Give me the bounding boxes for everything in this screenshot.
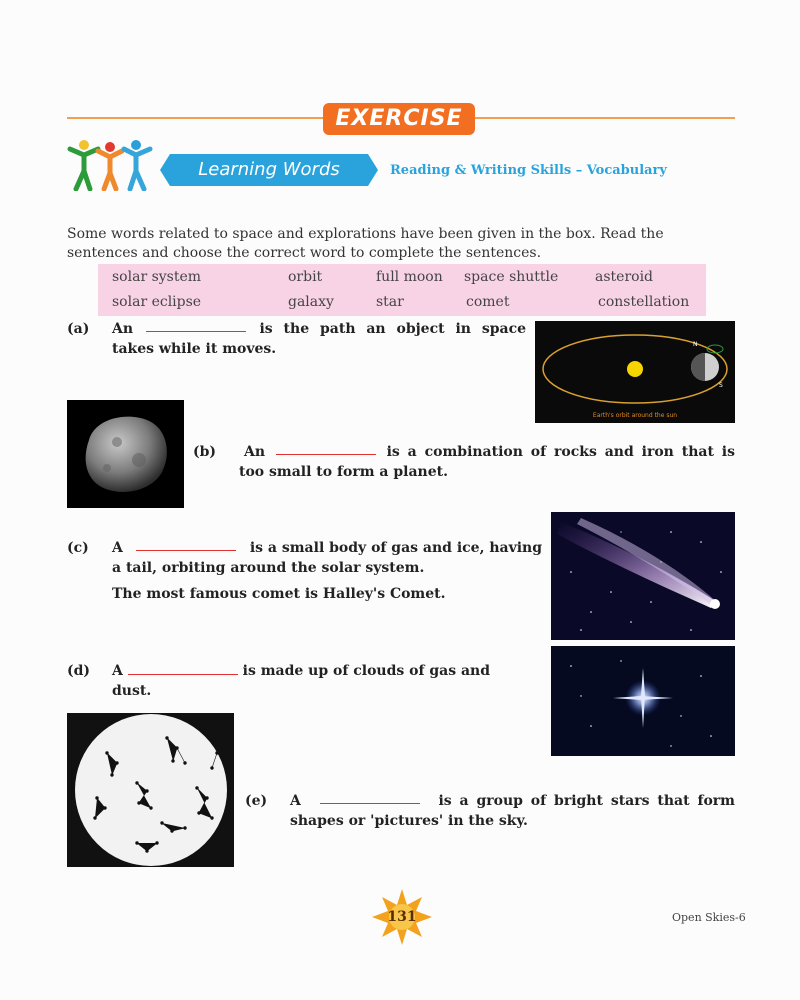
star-image — [551, 646, 735, 756]
word-item: comet — [466, 294, 510, 310]
word-item: constellation — [598, 294, 690, 310]
learning-words-banner — [160, 152, 378, 188]
word-item: solar system — [112, 269, 202, 285]
question-b-line2: too small to form a planet. — [239, 464, 448, 480]
question-a-text — [112, 319, 526, 359]
earth-orbit-image — [535, 321, 735, 423]
question-c-before: A — [112, 540, 123, 556]
orbit-north-label: N — [693, 341, 698, 348]
question-c-label: (c) — [67, 540, 89, 556]
answer-blank-e[interactable] — [320, 791, 420, 804]
learning-words-label: Learning Words — [198, 159, 340, 180]
instructions-text: Some words related to space and explorations have been given in the box. Read the sentences and choose the correct word to complete the sentences. — [67, 226, 664, 261]
question-c-text — [112, 538, 542, 604]
asteroid-image — [67, 400, 184, 508]
question-b-before: An — [244, 444, 266, 460]
question-a-after: is the path an object in space — [259, 321, 526, 337]
question-c-line3: The most famous comet is Halley's Comet. — [112, 586, 446, 602]
question-d-before: A — [112, 663, 123, 679]
header-rule-left — [67, 117, 323, 119]
header-rule-right — [475, 117, 735, 119]
word-item: orbit — [288, 269, 323, 285]
word-box — [98, 264, 706, 316]
word-item: full moon — [376, 269, 443, 285]
orbit-south-label: S — [719, 382, 723, 389]
question-e-label: (e) — [245, 793, 268, 809]
question-b-text — [244, 442, 735, 462]
word-item: solar eclipse — [112, 294, 202, 310]
answer-blank-b[interactable] — [276, 442, 376, 455]
question-b-after: is a combination of rocks and iron that is — [386, 444, 735, 460]
question-d-after: is made up of clouds of gas and dust. — [112, 663, 491, 699]
learners-figures-icon — [66, 137, 162, 191]
word-item: galaxy — [288, 294, 334, 310]
question-b-label: (b) — [193, 444, 217, 460]
book-title: Open Skies-6 — [672, 911, 746, 924]
comet-image — [551, 512, 735, 640]
answer-blank-a[interactable] — [146, 319, 246, 332]
word-item: space shuttle — [464, 269, 559, 285]
question-c-line2: a tail, orbiting around the solar system. — [112, 560, 425, 576]
answer-blank-c[interactable] — [136, 538, 236, 551]
question-e-line2: shapes or 'pictures' in the sky. — [290, 813, 528, 829]
exercise-badge: EXERCISE — [323, 103, 475, 135]
question-e-text — [290, 791, 735, 831]
word-item: asteroid — [595, 269, 654, 285]
question-a-line2: takes while it moves. — [112, 341, 277, 357]
answer-blank-d[interactable] — [128, 662, 238, 675]
question-d-label: (d) — [67, 663, 91, 679]
question-c-after: is a small body of gas and ice, having — [249, 540, 542, 556]
word-item: star — [376, 294, 404, 310]
orbit-caption: Earth's orbit around the sun — [592, 412, 678, 419]
question-a-label: (a) — [67, 321, 90, 337]
constellation-map-image — [67, 713, 234, 867]
question-e-before: A — [290, 793, 301, 809]
question-a-before: An — [112, 321, 134, 337]
page-number: 131 — [387, 909, 417, 925]
question-d-text — [112, 661, 532, 701]
section-subtitle: Reading & Writing Skills – Vocabulary — [390, 163, 667, 178]
question-e-after: is a group of bright stars that form — [438, 793, 735, 809]
